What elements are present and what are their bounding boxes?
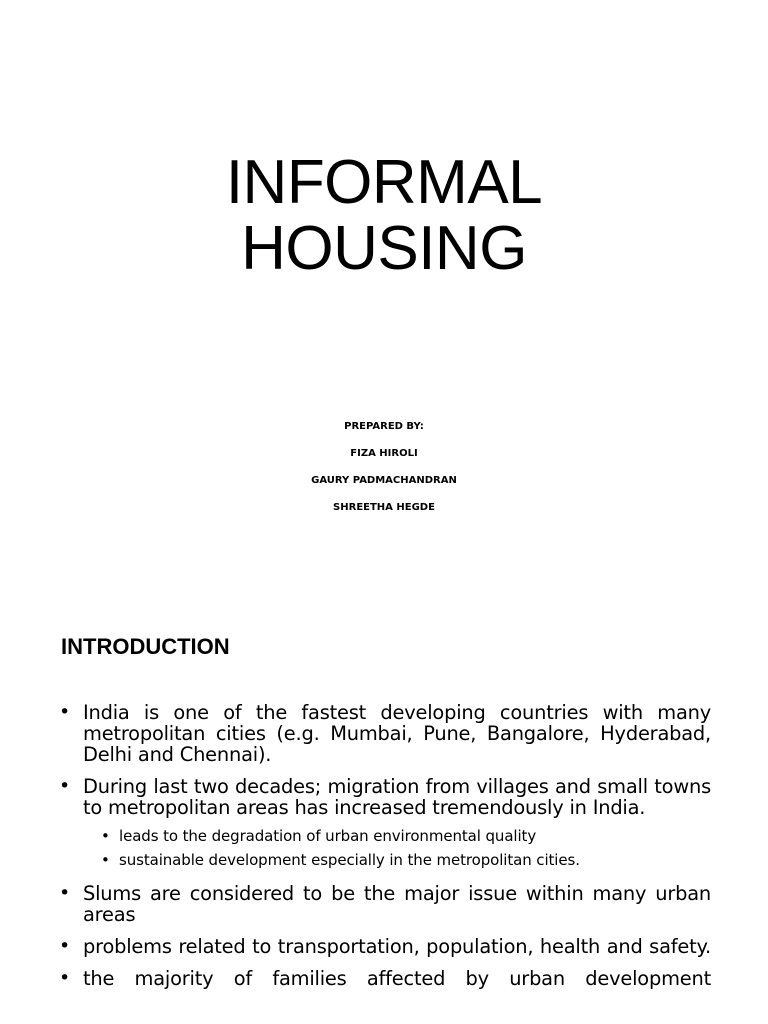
- bullet-item: [59, 776, 711, 872]
- author-name: FIZA HIROLI: [350, 448, 418, 459]
- bullet-icon: •: [59, 882, 71, 904]
- bullet-icon: •: [59, 775, 71, 797]
- sub-bullet-item: [101, 848, 711, 872]
- author-name: GAURY PADMACHANDRAN: [311, 475, 457, 486]
- title-line: HOUSING: [241, 214, 527, 283]
- sub-bullet-text: leads to the degradation of urban environmental quality: [119, 827, 537, 845]
- bullet-icon: •: [59, 701, 71, 723]
- bullet-item: [59, 936, 711, 957]
- bullet-text: the majority of families affected by urban development: [83, 967, 711, 990]
- presentation-title: [0, 150, 768, 282]
- bullet-item: [59, 968, 711, 989]
- bullet-text: problems related to transportation, population, health and safety.: [83, 935, 711, 958]
- author-name: SHREETHA HEGDE: [333, 502, 435, 513]
- slide-heading: INTRODUCTION: [61, 634, 230, 659]
- introduction-slide: [0, 590, 768, 1024]
- title-line: INFORMAL: [225, 148, 543, 217]
- sub-bullet-icon: •: [101, 827, 110, 845]
- bullet-icon: •: [59, 967, 71, 989]
- bullet-list: [59, 702, 711, 1000]
- bullet-item: [59, 702, 711, 765]
- sub-bullet-text: sustainable development especially in the metropolitan cities.: [119, 851, 580, 869]
- sub-bullet-item: [101, 824, 711, 848]
- bullet-text: During last two decades; migration from villages and small towns to metropolitan areas has increased tremendously in India.: [83, 775, 711, 819]
- bullet-icon: •: [59, 935, 71, 957]
- sub-bullet-icon: •: [101, 851, 110, 869]
- bullet-item: [59, 883, 711, 925]
- bullet-text: India is one of the fastest developing countries with many metropolitan cities (e.g. Mumbai, Pune, Bangalore, Hyderabad, Delhi and Chennai).: [83, 701, 711, 766]
- sub-bullet-list: [83, 824, 711, 872]
- author-credits: [0, 413, 768, 521]
- prepared-by-label: PREPARED BY:: [344, 421, 424, 432]
- bullet-text: Slums are considered to be the major issue within many urban areas: [83, 882, 711, 926]
